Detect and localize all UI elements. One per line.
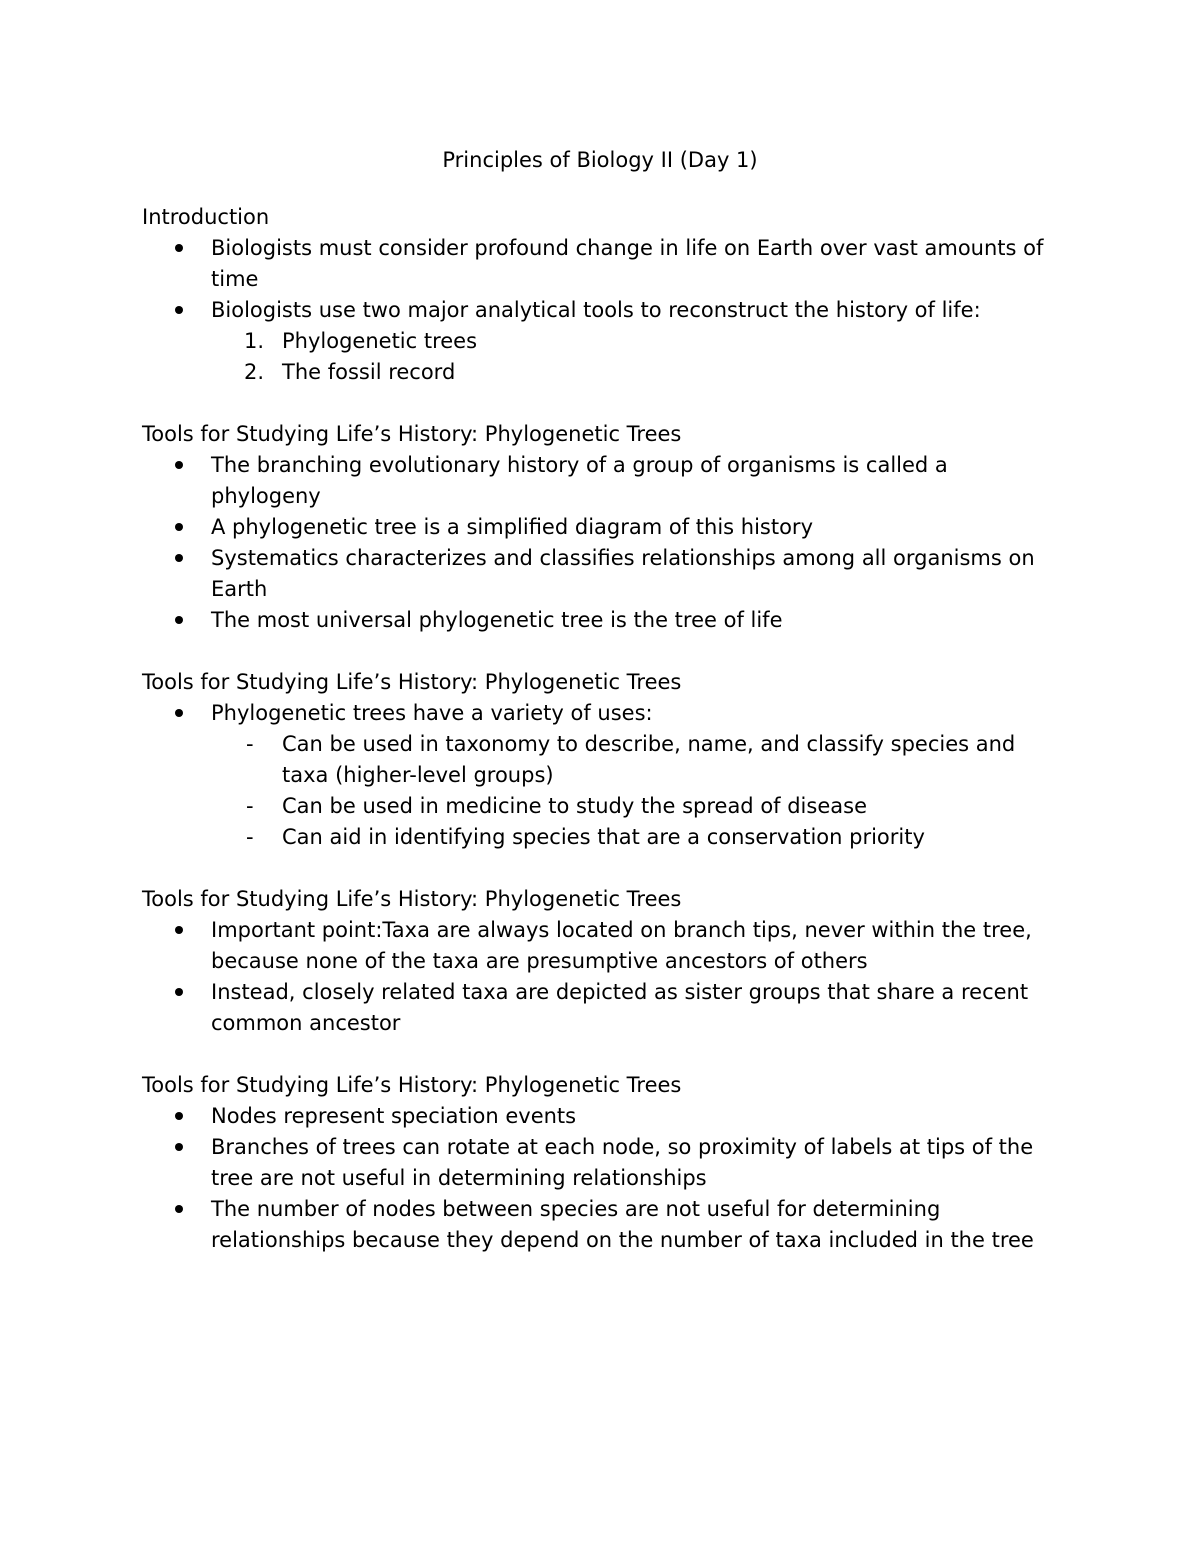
list-item: [142, 605, 1062, 636]
section-heading: Introduction: [142, 205, 270, 229]
list-item-text: Biologists use two major analytical tools to reconstruct the history of life:: [211, 298, 981, 322]
list-item: [142, 233, 1062, 295]
list-item-text: Biologists must consider profound change in life on Earth over vast amounts of time: [211, 236, 1044, 291]
dash-list: [211, 729, 1062, 853]
list-item-text: Systematics characterizes and classifies relationships among all organisms on Earth: [211, 546, 1035, 601]
section-introduction: [142, 202, 1062, 388]
bullet-icon: [175, 523, 183, 531]
list-item: [142, 915, 1062, 977]
list-item-text: Phylogenetic trees have a variety of uses:: [211, 701, 653, 725]
dash-item: [211, 729, 1062, 791]
list-item-text: A phylogenetic tree is a simplified diagram of this history: [211, 515, 813, 539]
section-phylogenetic-trees-1: [142, 419, 1062, 636]
bullet-list: [142, 450, 1062, 636]
list-item: [142, 1194, 1062, 1256]
list-item: [142, 543, 1062, 605]
list-item: [142, 512, 1062, 543]
bullet-icon: [175, 709, 183, 717]
section-phylogenetic-trees-3: [142, 884, 1062, 1039]
bullet-icon: [175, 554, 183, 562]
list-item-text: Instead, closely related taxa are depicted as sister groups that share a recent common ancestor: [211, 980, 1029, 1035]
dash-item-text: Can be used in taxonomy to describe, name, and classify species and taxa (higher-level groups): [282, 732, 1016, 787]
page-title: Principles of Biology II (Day 1): [442, 148, 758, 172]
dash-item-text: Can be used in medicine to study the spread of disease: [282, 794, 867, 818]
bullet-icon: [175, 1205, 183, 1213]
bullet-list: [142, 233, 1062, 388]
section-heading: Tools for Studying Life’s History: Phylogenetic Trees: [142, 670, 682, 694]
list-item-text: Branches of trees can rotate at each node, so proximity of labels at tips of the tree are not useful in determining relationships: [211, 1135, 1034, 1190]
bullet-icon: [175, 306, 183, 314]
bullet-icon: [175, 1143, 183, 1151]
list-item: [142, 295, 1062, 388]
numbered-list: [211, 326, 1062, 388]
list-item: [142, 1101, 1062, 1132]
list-item: [142, 977, 1062, 1039]
numbered-item: [211, 357, 1062, 388]
bullet-list: [142, 698, 1062, 853]
list-item-text: The branching evolutionary history of a group of organisms is called a phylogeny: [211, 453, 948, 508]
bullet-icon: [175, 988, 183, 996]
section-heading: Tools for Studying Life’s History: Phylogenetic Trees: [142, 887, 682, 911]
numbered-item-text: Phylogenetic trees: [282, 329, 478, 353]
bullet-icon: [175, 244, 183, 252]
dash-marker: -: [246, 794, 254, 818]
list-item-text: Nodes represent speciation events: [211, 1104, 577, 1128]
list-item: [142, 1132, 1062, 1194]
section-phylogenetic-trees-4: [142, 1070, 1062, 1256]
numbered-item-text: The fossil record: [282, 360, 456, 384]
list-item-text: The most universal phylogenetic tree is the tree of life: [211, 608, 783, 632]
list-item-text: The number of nodes between species are not useful for determining relationships because they depend on the number of taxa included in the tree: [211, 1197, 1034, 1252]
bullet-icon: [175, 1112, 183, 1120]
bullet-icon: [175, 461, 183, 469]
numbered-item: [211, 326, 1062, 357]
dash-item-text: Can aid in identifying species that are a conservation priority: [282, 825, 925, 849]
bullet-icon: [175, 616, 183, 624]
section-heading: Tools for Studying Life’s History: Phylogenetic Trees: [142, 422, 682, 446]
bullet-list: [142, 915, 1062, 1039]
dash-item: [211, 791, 1062, 822]
section-heading: Tools for Studying Life’s History: Phylogenetic Trees: [142, 1073, 682, 1097]
bullet-list: [142, 1101, 1062, 1256]
dash-marker: -: [246, 732, 254, 756]
number-marker: 1.: [244, 329, 265, 353]
dash-marker: -: [246, 825, 254, 849]
list-item: [142, 698, 1062, 853]
dash-item: [211, 822, 1062, 853]
document-body: [142, 202, 1062, 1256]
section-phylogenetic-trees-2: [142, 667, 1062, 853]
number-marker: 2.: [244, 360, 265, 384]
list-item-text: Important point:Taxa are always located on branch tips, never within the tree, because none of the taxa are presumptive ancestors of others: [211, 918, 1032, 973]
bullet-icon: [175, 926, 183, 934]
list-item: [142, 450, 1062, 512]
